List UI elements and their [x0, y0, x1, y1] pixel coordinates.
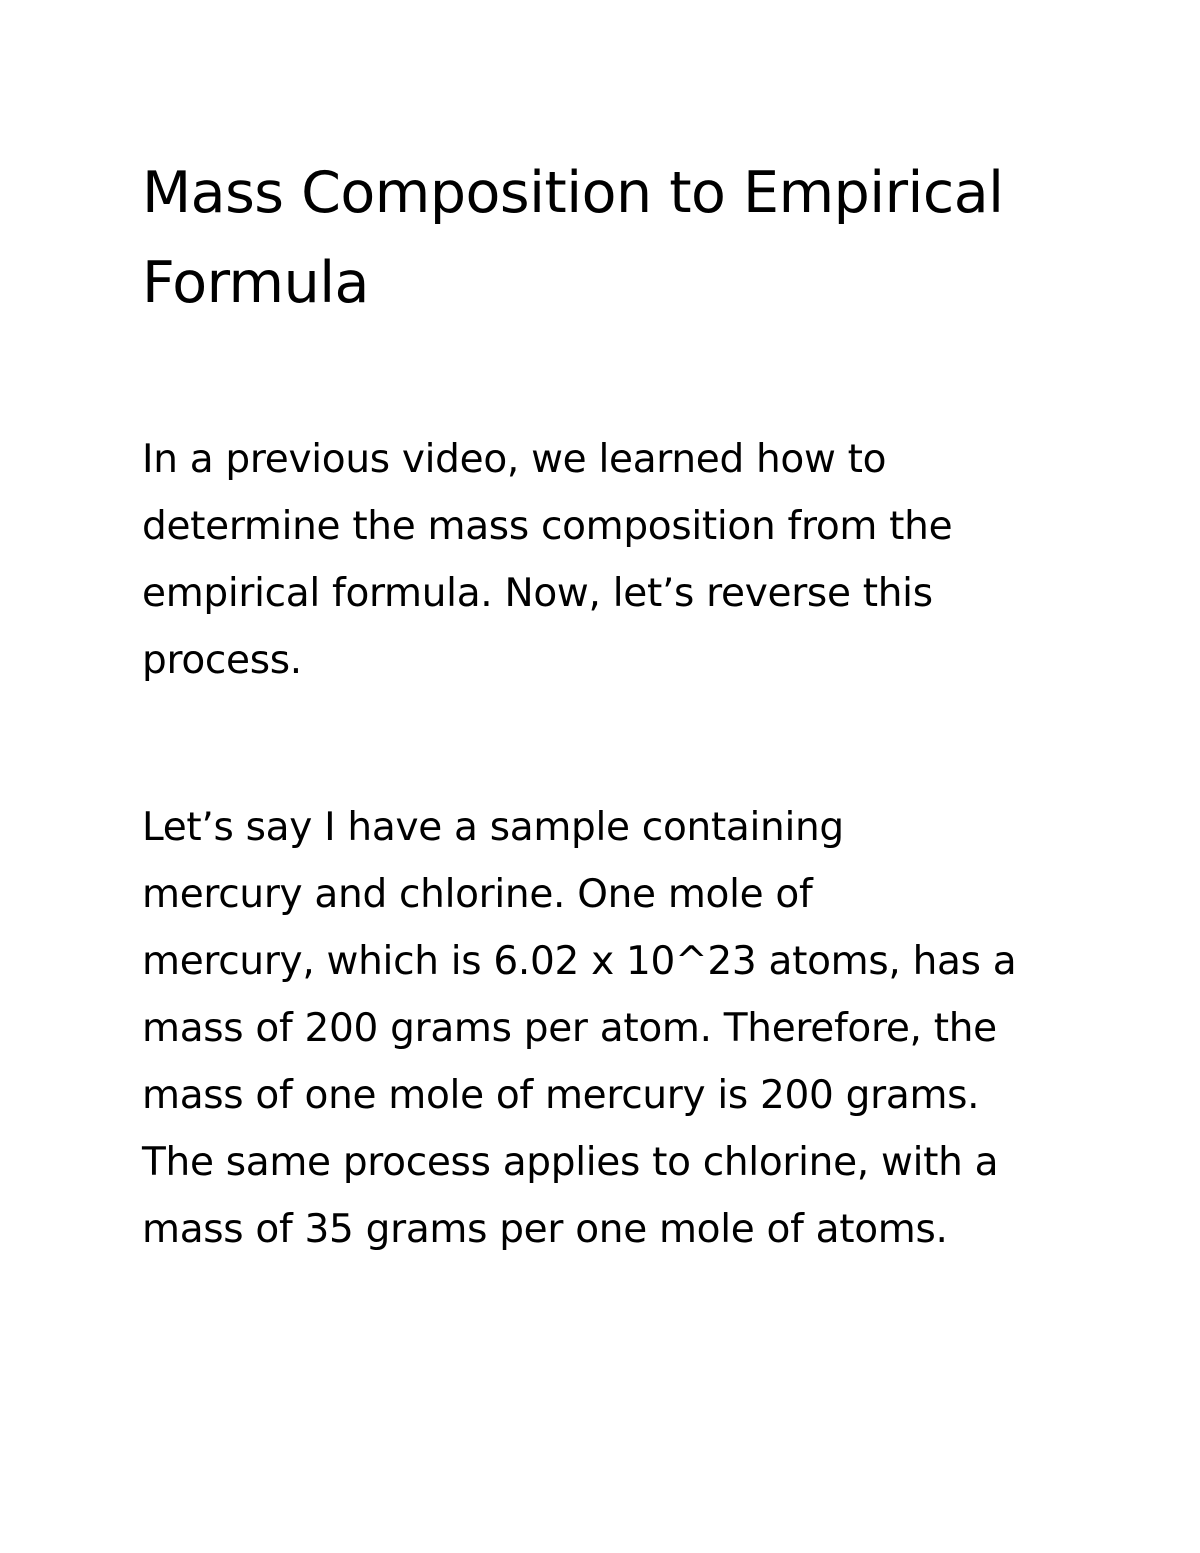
- paragraph-line: mass of one mole of mercury is 200 grams.: [142, 1073, 980, 1118]
- paragraph-line: mass of 200 grams per atom. Therefore, the: [142, 1006, 997, 1051]
- paragraph-line: In a previous video, we learned how to: [142, 437, 887, 482]
- paragraph-line: mercury and chlorine. One mole of: [142, 872, 813, 917]
- example-paragraph: [142, 794, 1082, 1263]
- paragraph-line: determine the mass composition from the: [142, 504, 953, 549]
- paragraph-line: empirical formula. Now, let’s reverse this: [142, 571, 933, 616]
- title-line: Mass Composition to Empirical: [142, 160, 1004, 226]
- paragraph-line: Let’s say I have a sample containing: [142, 805, 844, 850]
- paragraph-line: process.: [142, 638, 302, 683]
- page-title: [142, 148, 1102, 328]
- intro-paragraph: [142, 426, 1082, 694]
- paragraph-line: mass of 35 grams per one mole of atoms.: [142, 1207, 948, 1252]
- title-line: Formula: [142, 250, 369, 316]
- paragraph-line: mercury, which is 6.02 x 10^23 atoms, has a: [142, 939, 1017, 984]
- paragraph-line: The same process applies to chlorine, with a: [142, 1140, 999, 1185]
